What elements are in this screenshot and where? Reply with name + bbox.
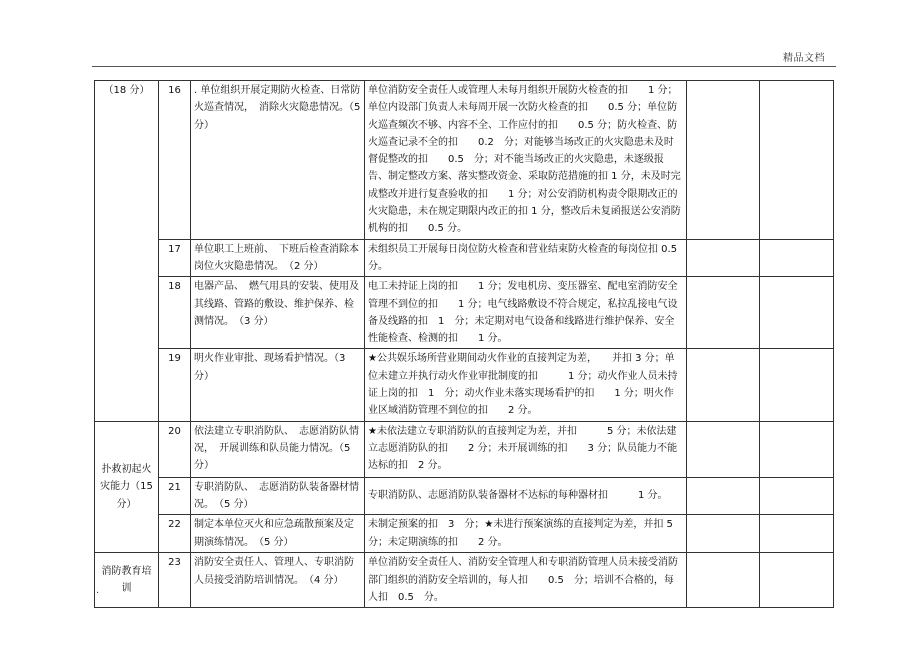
inspection-score-table <box>94 80 834 608</box>
check-item: 明火作业审批、现场看护情况。（3 分） <box>191 349 365 421</box>
remark-cell <box>760 553 834 608</box>
scoring-standard: 电工未持证上岗的扣 1 分；发电机房、变压器室、配电室消防安全管理不到位的扣 1 分；电气线路敷设不符合规定，私拉乱接电气设备及线路的扣 1 分；未定期对电气设备和线路进行维护保养、安全性能检查、检测的扣 1 分。 <box>365 277 687 349</box>
scoring-standard: ★未依法建立专职消防队的直接判定为差，并扣 5 分；未依法建立志愿消防队的扣 2 分；未开展训练的扣 3 分；队员能力不能达标的扣 2 分。 <box>365 421 687 477</box>
category-cell: 扑救初起火灾能力（15 分） <box>95 421 159 553</box>
row-number: 20 <box>159 421 191 477</box>
score-cell <box>687 349 760 421</box>
table-row <box>95 239 834 277</box>
row-number: 23 <box>159 553 191 608</box>
remark-cell <box>760 477 834 515</box>
remark-cell <box>760 277 834 349</box>
row-number: 17 <box>159 239 191 277</box>
score-cell <box>687 553 760 608</box>
score-cell <box>687 477 760 515</box>
row-number: 16 <box>159 81 191 240</box>
check-item: 制定本单位灭火和应急疏散预案及定期演练情况。 （5 分） <box>191 515 365 553</box>
category-cell: （18 分） <box>95 81 159 422</box>
remark-cell <box>760 515 834 553</box>
scoring-standard: ★公共娱乐场所营业期间动火作业的直接判定为差， 并扣 3 分；单位未建立并执行动火作业审批制度的扣 1 分；动火作业人员未持证上岗的扣 1 分；动火作业未落实现场看护的扣 1 分；明火作业区域消防管理不到位的扣 2 分。 <box>365 349 687 421</box>
row-number: 19 <box>159 349 191 421</box>
remark-cell <box>760 81 834 240</box>
check-item: 电器产品、 燃气用具的安装、使用及其线路、管路的敷设、维护保养、检测情况。 （3 分） <box>191 277 365 349</box>
check-item: . 单位组织开展定期防火检查、日常防火巡查情况， 消除火灾隐患情况。（5 分） <box>191 81 365 240</box>
table-row <box>95 553 834 608</box>
scoring-standard: 单位消防安全责任人、消防安全管理人和专职消防管理人员未接受消防部门组织的消防安全培训的，每人扣 0.5 分；培训不合格的，每人扣 0.5 分。 <box>365 553 687 608</box>
table-row <box>95 81 834 240</box>
check-item: 单位职工上班前、 下班后检查消除本岗位火灾隐患情况。 （2 分） <box>191 239 365 277</box>
scoring-standard: 未制定预案的扣 3 分；★未进行预案演练的直接判定为差，并扣 5 分；未定期演练的扣 2 分。 <box>365 515 687 553</box>
remark-cell <box>760 421 834 477</box>
score-cell <box>687 81 760 240</box>
remark-cell <box>760 239 834 277</box>
table-row <box>95 277 834 349</box>
table-row <box>95 477 834 515</box>
remark-cell <box>760 349 834 421</box>
table-row <box>95 349 834 421</box>
check-item: 专职消防队、 志愿消防队装备器材情况。 （5 分） <box>191 477 365 515</box>
row-number: 18 <box>159 277 191 349</box>
footer-mark: . <box>96 585 100 596</box>
score-cell <box>687 515 760 553</box>
header-divider <box>92 66 836 67</box>
row-number: 22 <box>159 515 191 553</box>
row-number: 21 <box>159 477 191 515</box>
scoring-standard: 专职消防队、志愿消防队装备器材不达标的每种器材扣 1 分。 <box>365 477 687 515</box>
page-header-text: 精品文档 <box>783 53 825 64</box>
score-cell <box>687 421 760 477</box>
scoring-standard: 单位消防安全责任人或管理人未每月组织开展防火检查的扣 1 分；单位内设部门负责人未每周开展一次防火检查的扣 0.5 分；单位防火巡查频次不够、内容不全、工作应付的扣 0.5 分；防火检查、防火巡查记录不全的扣 0.2 分；对能够当场改正的火灾隐患未及时督促整改的扣 0.5 分；对不能当场改正的火灾隐患，未逐级报告、制定整改方案、落实整改资金、采取防范措施的扣 1 分，未及时完成整改并进行复查验收的扣 1 分；对公安消防机构责令限期改正的火灾隐患，未在规定期限内改正的扣 1 分，整改后未复函报送公安消防机构的扣 0.5 分。 <box>365 81 687 240</box>
score-cell <box>687 239 760 277</box>
table-row <box>95 421 834 477</box>
table-row <box>95 515 834 553</box>
score-cell <box>687 277 760 349</box>
category-cell: 消防教育培训 <box>95 553 159 608</box>
check-item: 依法建立专职消防队、 志愿消防队情况， 开展训练和队员能力情况。（5 分） <box>191 421 365 477</box>
scoring-standard: 未组织员工开展每日岗位防火检查和营业结束防火检查的每岗位扣 0.5 分。 <box>365 239 687 277</box>
check-item: 消防安全责任人、管理人、专职消防人员接受消防培训情况。 （4 分） <box>191 553 365 608</box>
